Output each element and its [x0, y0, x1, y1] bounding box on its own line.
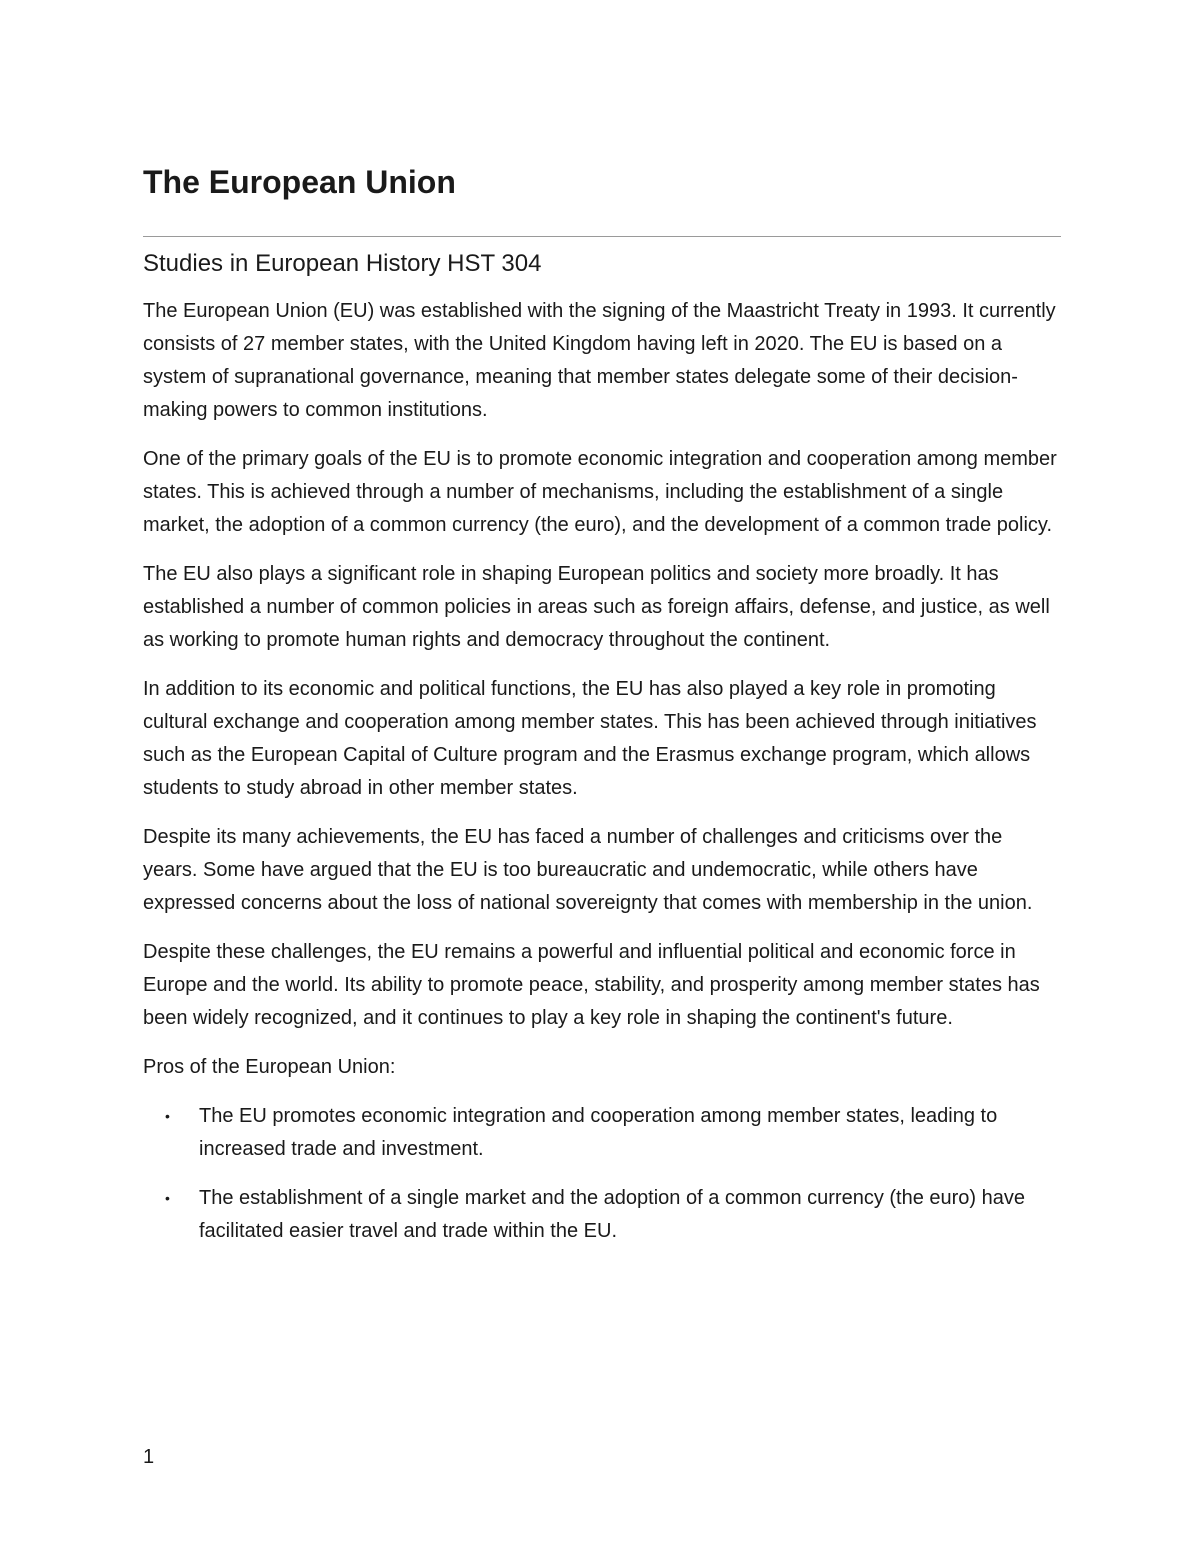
document-title: The European Union: [143, 164, 456, 200]
pros-list: [143, 1100, 1061, 1248]
list-item-text: The establishment of a single market and the adoption of a common currency (the euro) have facilitated easier travel and trade within the EU.: [199, 1187, 1026, 1242]
list-item: [143, 1100, 1061, 1166]
paragraph: Despite these challenges, the EU remains a powerful and influential political and economic force in Europe and the world. Its ability to promote peace, stability, and prosperity among member states has been widely recognized, and it continues to play a key role in shaping the continent's future.: [143, 941, 1040, 1029]
title-divider: [143, 236, 1061, 237]
list-item-text: The EU promotes economic integration and cooperation among member states, leading to increased trade and investment.: [199, 1105, 998, 1160]
bullet-icon: •: [165, 1108, 170, 1124]
paragraph: The EU also plays a significant role in shaping European politics and society more broadly. It has established a number of common policies in areas such as foreign affairs, defense, and justice, as well as working to promote human rights and democracy throughout the continent.: [143, 563, 1050, 651]
document-subtitle: Studies in European History HST 304: [143, 250, 542, 277]
bullet-icon: •: [165, 1190, 170, 1206]
pros-heading: Pros of the European Union:: [143, 1056, 396, 1078]
document-page: [143, 160, 1061, 1248]
paragraph: One of the primary goals of the EU is to promote economic integration and cooperation among member states. This is achieved through a number of mechanisms, including the establishment of a single market, the adoption of a common currency (the euro), and the development of a common trade policy.: [143, 448, 1057, 536]
page-number: 1: [143, 1446, 155, 1468]
paragraph: In addition to its economic and political functions, the EU has also played a key role in promoting cultural exchange and cooperation among member states. This has been achieved through initiatives such as the European Capital of Culture program and the Erasmus exchange program, which allows students to study abroad in other member states.: [143, 678, 1037, 799]
paragraph: Despite its many achievements, the EU has faced a number of challenges and criticisms over the years. Some have argued that the EU is too bureaucratic and undemocratic, while others have expressed concerns about the loss of national sovereignty that comes with membership in the union.: [143, 826, 1033, 914]
list-item: [143, 1182, 1061, 1248]
paragraph: The European Union (EU) was established with the signing of the Maastricht Treaty in 1993. It currently consists of 27 member states, with the United Kingdom having left in 2020. The EU is based on a system of supranational governance, meaning that member states delegate some of their decision-making powers to common institutions.: [143, 300, 1056, 421]
